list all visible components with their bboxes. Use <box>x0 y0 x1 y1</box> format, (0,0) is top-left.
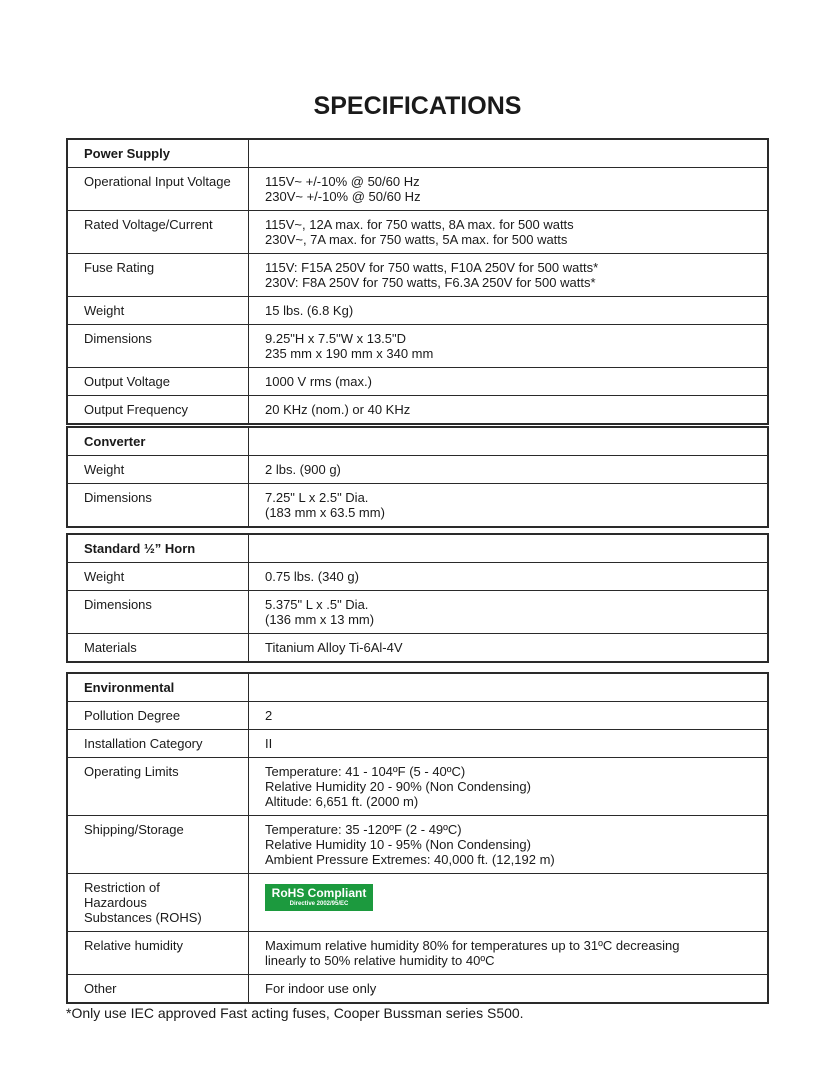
spec-value-line: 15 lbs. (6.8 Kg) <box>265 303 354 318</box>
spec-row <box>67 634 768 663</box>
spec-label: Other <box>67 975 249 1004</box>
spec-row <box>67 591 768 634</box>
spec-row <box>67 254 768 297</box>
spec-value <box>249 730 769 758</box>
spec-value-line: 20 KHz (nom.) or 40 KHz <box>265 402 411 417</box>
spec-label-line: Restriction of <box>84 880 160 895</box>
spec-value-line: 7.25" L x 2.5" Dia. <box>265 490 369 505</box>
spec-label: Output Voltage <box>67 368 249 396</box>
spec-value-line: Relative Humidity 10 - 95% (Non Condensing) <box>265 837 531 852</box>
section-header-row <box>67 673 768 702</box>
spec-label: Weight <box>67 563 249 591</box>
section-header-row <box>67 427 768 456</box>
spec-value-line: Maximum relative humidity 80% for temperatures up to 31ºC decreasing <box>265 938 680 953</box>
spec-row <box>67 484 768 528</box>
spec-value-line: 235 mm x 190 mm x 340 mm <box>265 346 434 361</box>
spec-row <box>67 456 768 484</box>
spec-value-line: Altitude: 6,651 ft. (2000 m) <box>265 794 419 809</box>
spec-row <box>67 816 768 874</box>
spec-value <box>249 254 769 297</box>
spec-label-line: Hazardous <box>84 895 147 910</box>
spec-value-line: 230V~ +/-10% @ 50/60 Hz <box>265 189 421 204</box>
spec-value-line: linearly to 50% relative humidity to 40ºC <box>265 953 495 968</box>
section-header-row <box>67 534 768 563</box>
spec-value <box>249 396 769 425</box>
spec-label: Weight <box>67 297 249 325</box>
spec-value <box>249 563 769 591</box>
spec-value <box>249 368 769 396</box>
spec-label: Weight <box>67 456 249 484</box>
spec-label: Shipping/Storage <box>67 816 249 874</box>
spec-value-line: Titanium Alloy Ti-6Al-4V <box>265 640 403 655</box>
spec-row <box>67 396 768 425</box>
spec-value <box>249 932 769 975</box>
spec-row <box>67 368 768 396</box>
spec-label: Operating Limits <box>67 758 249 816</box>
section-header: Environmental <box>67 673 249 702</box>
horn-table <box>66 533 769 663</box>
spec-value <box>249 758 769 816</box>
section-header-row <box>67 139 768 168</box>
spec-row <box>67 758 768 816</box>
spec-value-line: 5.375" L x .5" Dia. <box>265 597 369 612</box>
environmental-table <box>66 672 769 1004</box>
rohs-badge-title: RoHS Compliant <box>271 886 367 900</box>
spec-value-line: 115V~ +/-10% @ 50/60 Hz <box>265 174 420 189</box>
page-title: SPECIFICATIONS <box>313 92 522 120</box>
spec-label: Installation Category <box>67 730 249 758</box>
spec-value <box>249 297 769 325</box>
spec-value <box>249 634 769 663</box>
rohs-badge-directive: Directive 2002/95/EC <box>289 901 349 907</box>
section-header-empty-cell <box>249 139 769 168</box>
spec-value-line: II <box>265 736 273 751</box>
spec-value-line: Ambient Pressure Extremes: 40,000 ft. (12,192 m) <box>265 852 555 867</box>
spec-label: Operational Input Voltage <box>67 168 249 211</box>
spec-value <box>249 816 769 874</box>
spec-row <box>67 563 768 591</box>
spec-value <box>249 211 769 254</box>
footnote: *Only use IEC approved Fast acting fuses, Cooper Bussman series S500. <box>66 1005 524 1021</box>
spec-row <box>67 975 768 1004</box>
spec-value <box>249 325 769 368</box>
section-header: Standard ½” Horn <box>67 534 249 563</box>
spec-value-line: 9.25"H x 7.5"W x 13.5"D <box>265 331 407 346</box>
spec-value <box>249 484 769 528</box>
spec-value <box>249 975 769 1004</box>
spec-label: Materials <box>67 634 249 663</box>
spec-label: Relative humidity <box>67 932 249 975</box>
spec-row <box>67 932 768 975</box>
spec-value-line: Temperature: 41 - 104ºF (5 - 40ºC) <box>265 764 466 779</box>
section-header: Power Supply <box>67 139 249 168</box>
spec-value <box>249 456 769 484</box>
spec-label: Rated Voltage/Current <box>67 211 249 254</box>
spec-label: Dimensions <box>67 484 249 528</box>
spec-value-line: 2 <box>265 708 273 723</box>
spec-value-line: For indoor use only <box>265 981 377 996</box>
spec-value <box>249 702 769 730</box>
converter-table <box>66 426 769 528</box>
spec-value <box>249 168 769 211</box>
section-header-empty-cell <box>249 534 769 563</box>
section-header-empty-cell <box>249 427 769 456</box>
spec-label: Output Frequency <box>67 396 249 425</box>
spec-value-line: 2 lbs. (900 g) <box>265 462 341 477</box>
spec-label <box>67 874 249 932</box>
rohs-compliant-badge <box>265 884 373 911</box>
spec-row <box>67 211 768 254</box>
section-header-empty-cell <box>249 673 769 702</box>
spec-label: Pollution Degree <box>67 702 249 730</box>
spec-row <box>67 874 768 932</box>
section-header: Converter <box>67 427 249 456</box>
spec-value-line: 115V: F15A 250V for 750 watts, F10A 250V for 500 watts* <box>265 260 599 275</box>
spec-label-line: Substances (ROHS) <box>84 910 202 925</box>
spec-value <box>249 591 769 634</box>
spec-value-line: (136 mm x 13 mm) <box>265 612 375 627</box>
spec-value-line: 230V~, 7A max. for 750 watts, 5A max. for 500 watts <box>265 232 568 247</box>
spec-value-line: (183 mm x 63.5 mm) <box>265 505 385 520</box>
spec-row <box>67 730 768 758</box>
spec-label: Fuse Rating <box>67 254 249 297</box>
spec-row <box>67 325 768 368</box>
spec-value-line: 230V: F8A 250V for 750 watts, F6.3A 250V for 500 watts* <box>265 275 596 290</box>
spec-row <box>67 702 768 730</box>
spec-value-line: Relative Humidity 20 - 90% (Non Condensing) <box>265 779 531 794</box>
power-supply-table <box>66 138 769 425</box>
spec-row <box>67 297 768 325</box>
spec-label: Dimensions <box>67 325 249 368</box>
spec-value-line: 0.75 lbs. (340 g) <box>265 569 359 584</box>
spec-label: Dimensions <box>67 591 249 634</box>
spec-value-line: Temperature: 35 -120ºF (2 - 49ºC) <box>265 822 462 837</box>
spec-value <box>249 874 769 932</box>
spec-value-line: 115V~, 12A max. for 750 watts, 8A max. for 500 watts <box>265 217 574 232</box>
spec-value-line: 1000 V rms (max.) <box>265 374 372 389</box>
spec-row <box>67 168 768 211</box>
